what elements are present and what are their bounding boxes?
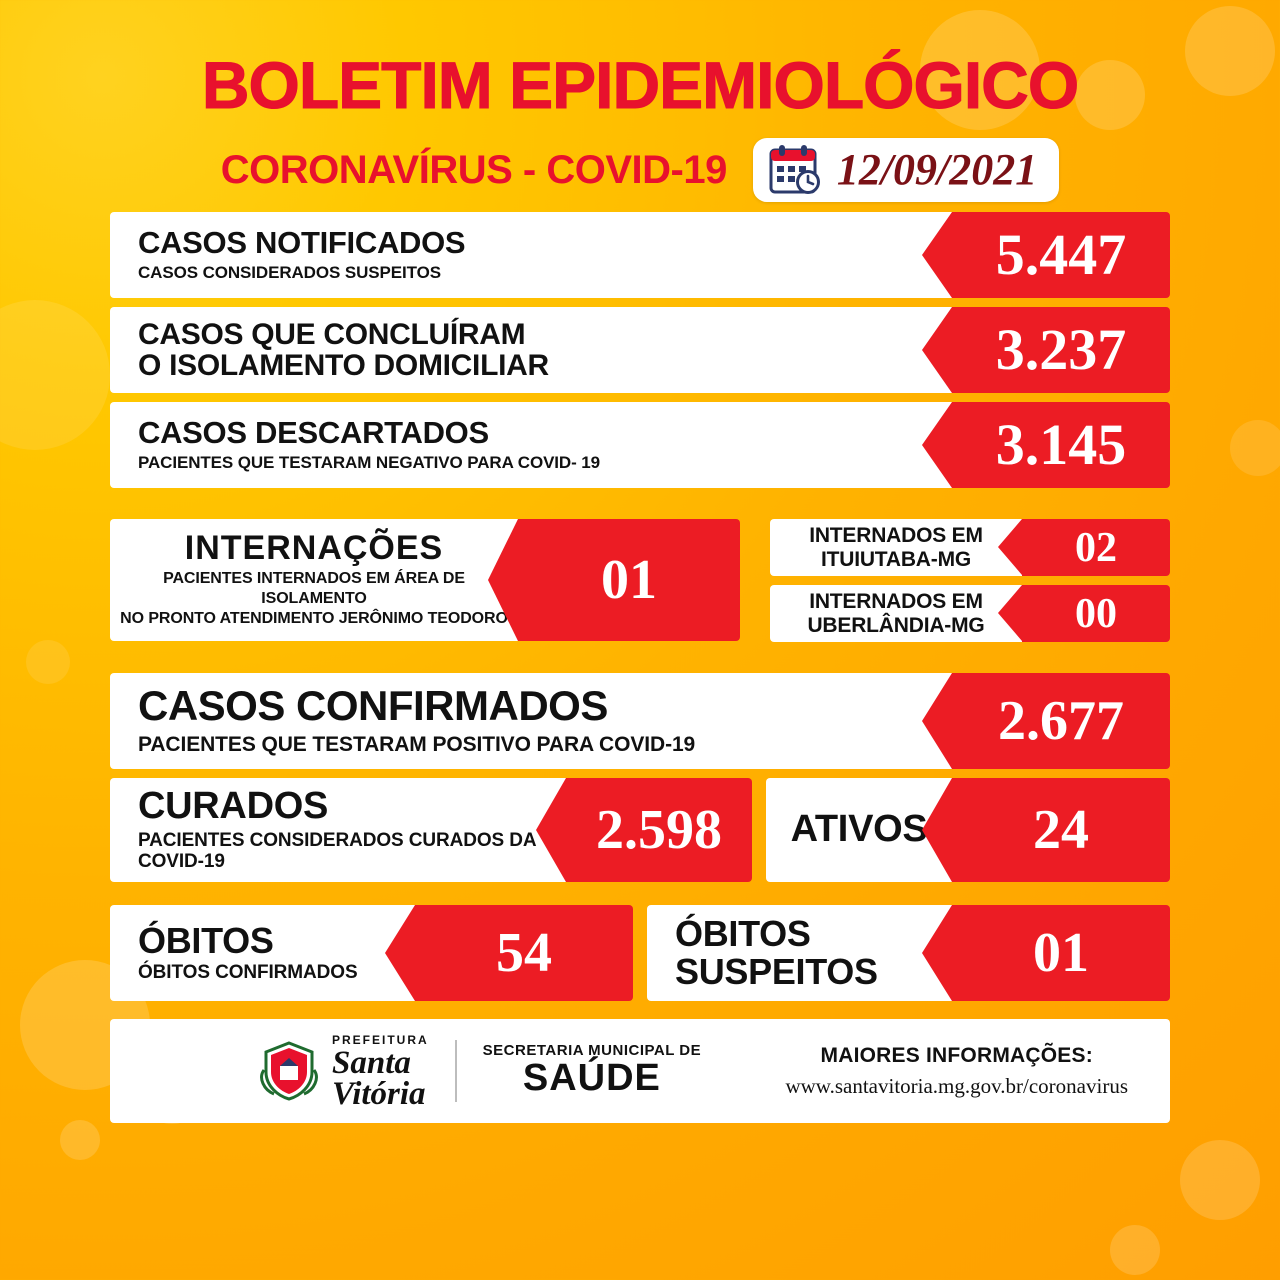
stat-label-block [110, 519, 518, 641]
stat-row-curados [110, 778, 752, 882]
stat-row-obitos [110, 905, 633, 1001]
stat-label: CASOS CONFIRMADOS [138, 682, 608, 730]
spacer [110, 891, 1170, 905]
city-name-line2: Vitória [332, 1076, 426, 1112]
info-block [785, 1044, 1152, 1099]
stat-sublabel: PACIENTES QUE TESTARAM POSITIVO PARA COVID-19 [138, 733, 696, 757]
stat-label-line1: INTERNADOS EM [809, 590, 983, 614]
secretaria-name: SAÚDE [522, 1056, 661, 1099]
stat-label-block [110, 778, 566, 882]
stat-value-block [1022, 519, 1170, 576]
page-title: BOLETIM EPIDEMIOLÓGICO [201, 48, 1079, 122]
stat-label-line1: ÓBITOS [675, 913, 811, 955]
stat-label-block [647, 905, 952, 1001]
calendar-clock-icon [769, 144, 823, 196]
stat-label-line2: SUSPEITOS [675, 951, 878, 992]
brand-text [332, 1032, 429, 1111]
secretaria-block [483, 1043, 701, 1099]
stat-row-internados-ituiutaba [770, 519, 1170, 576]
stat-value-block [952, 307, 1170, 393]
poster-footer [110, 1019, 1170, 1123]
stat-label-line1: CASOS QUE CONCLUÍRAM [138, 317, 526, 351]
stat-label-line2: ITUIUTABA-MG [820, 547, 971, 571]
stat-label: CASOS DESCARTADOS [138, 415, 489, 451]
stat-row-casos-notificados [110, 212, 1170, 298]
stat-value-block [566, 778, 752, 882]
stat-value: 24 [1033, 799, 1089, 861]
stat-value-block [952, 212, 1170, 298]
city-crest-icon [258, 1040, 320, 1102]
stat-value-block [952, 402, 1170, 488]
page-subtitle: CORONAVÍRUS - COVID-19 [220, 147, 727, 192]
stat-label-block [770, 585, 1022, 642]
stat-label-line1: INTERNADOS EM [809, 524, 983, 548]
stat-value: 3.237 [995, 317, 1127, 382]
stat-sublabel: PACIENTES QUE TESTARAM NEGATIVO PARA COVID- 19 [138, 453, 600, 472]
stat-sublabel: CASOS CONSIDERADOS SUSPEITOS [138, 263, 441, 282]
stat-value: 2.677 [998, 690, 1124, 752]
internacoes-section [110, 519, 1170, 642]
stat-row-casos-descartados [110, 402, 1170, 488]
stat-value-block [1022, 585, 1170, 642]
stat-label-block [110, 905, 415, 1001]
stat-row-obitos-suspeitos [647, 905, 1170, 1001]
stat-value-block [952, 778, 1170, 882]
stat-label: ATIVOS [790, 808, 928, 851]
stat-row-internados-uberlandia [770, 585, 1170, 642]
stat-row-internacoes [110, 519, 740, 641]
stat-label-line2: O ISOLAMENTO DOMICILIAR [138, 349, 549, 382]
stat-value: 01 [1033, 922, 1089, 984]
stat-label-line2: UBERLÂNDIA-MG [807, 613, 985, 637]
stat-value: 00 [1075, 590, 1117, 637]
stat-label-block [110, 212, 952, 298]
obitos-section [110, 905, 1170, 1001]
stat-value: 5.447 [995, 222, 1127, 287]
internacoes-externas [770, 519, 1170, 642]
stat-value-block [952, 673, 1170, 769]
stat-row-casos-confirmados [110, 673, 1170, 769]
stat-label: INTERNAÇÕES [184, 528, 444, 567]
divider [455, 1040, 457, 1102]
stat-label-block [110, 402, 952, 488]
stat-value-block [518, 519, 740, 641]
poster-header [0, 0, 1280, 202]
stat-value: 01 [601, 549, 657, 611]
stat-value: 02 [1075, 524, 1117, 571]
stat-sublabel: PACIENTES CONSIDERADOS CURADOS DA COVID-19 [138, 829, 536, 873]
prefeitura-brand [128, 1032, 429, 1111]
stat-sublabel: ÓBITOS CONFIRMADOS [138, 962, 358, 984]
stat-label-block [110, 673, 952, 769]
stat-value: 2.598 [596, 799, 722, 861]
info-title: MAIORES INFORMAÇÕES: [820, 1043, 1093, 1067]
curados-ativos-section [110, 778, 1170, 882]
stat-label-block [110, 307, 952, 393]
stat-label-block [770, 519, 1022, 576]
stats-list [0, 202, 1280, 1001]
stat-value: 3.145 [995, 412, 1127, 477]
stat-label: CASOS NOTIFICADOS [138, 225, 466, 261]
stat-row-isolamento-domiciliar [110, 307, 1170, 393]
stat-value-block [952, 905, 1170, 1001]
info-url[interactable]: www.santavitoria.mg.gov.br/coronavirus [785, 1073, 1128, 1098]
stat-value-block [415, 905, 633, 1001]
secretaria-label: SECRETARIA MUNICIPAL DE [482, 1042, 702, 1060]
spacer [110, 651, 1170, 673]
city-name-line1: Santa [332, 1044, 411, 1081]
subtitle-row [0, 138, 1280, 202]
prefeitura-label: PREFEITURA [332, 1032, 429, 1047]
date-badge [753, 138, 1059, 202]
stat-sublabel-line1: PACIENTES INTERNADOS EM ÁREA DE ISOLAMENTO [163, 570, 465, 608]
bulletin-date: 12/09/2021 [836, 144, 1038, 194]
stat-label: CURADOS [138, 784, 329, 827]
stat-sublabel-line2: NO PRONTO ATENDIMENTO JERÔNIMO TEODORO [120, 610, 508, 628]
stat-value: 54 [496, 922, 552, 984]
stat-label: ÓBITOS [138, 919, 274, 961]
stat-row-ativos [766, 778, 1170, 882]
spacer [110, 497, 1170, 519]
